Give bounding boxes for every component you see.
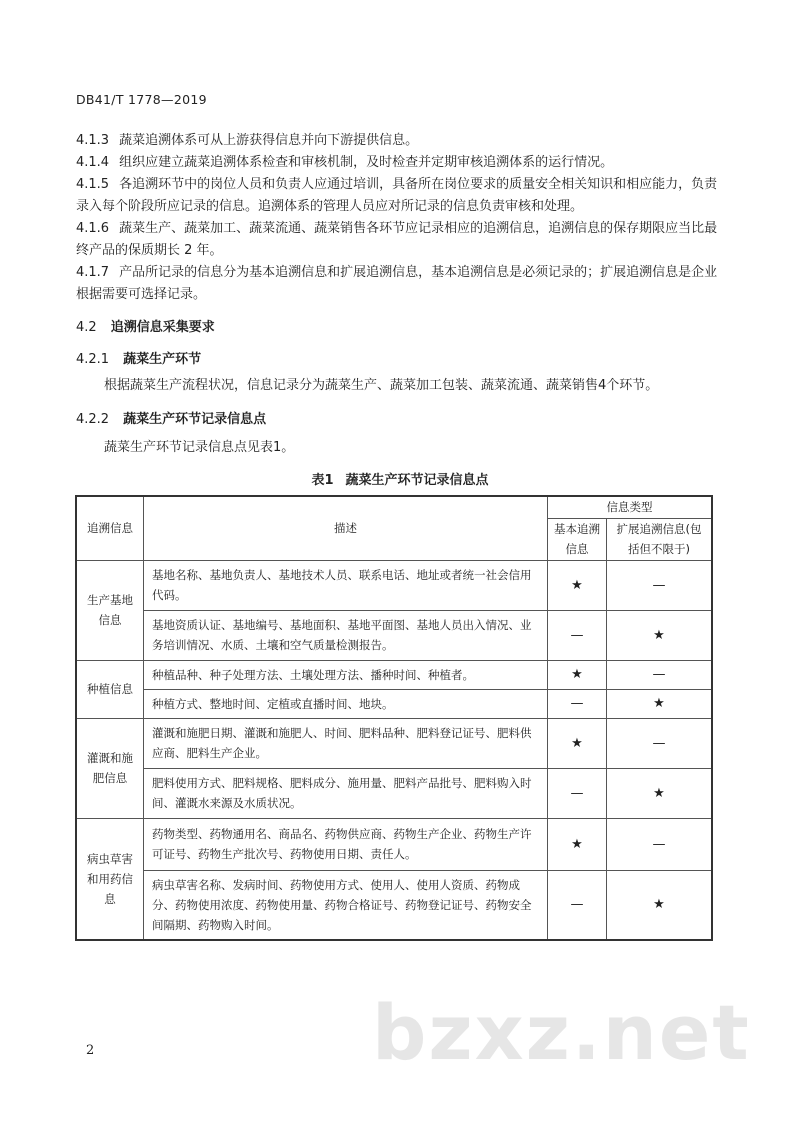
header-description: 描述 <box>144 496 548 560</box>
extended-mark: — <box>607 660 713 689</box>
paragraph-4-1-7 <box>76 262 726 306</box>
document-code: DB41/T 1778—2019 <box>76 92 207 107</box>
clause-text: 组织应建立蔬菜追溯体系检查和审核机制，及时检查并定期审核追溯体系的运行情况。 <box>119 155 614 170</box>
basic-mark: — <box>548 610 607 660</box>
description-cell: 基地名称、基地负责人、基地技术人员、联系电话、地址或者统一社会信用代码。 <box>144 560 548 610</box>
header-extended-trace: 扩展追溯信息(包括但不限于) <box>607 518 713 560</box>
clause-text: 蔬菜生产、蔬菜加工、蔬菜流通、蔬菜销售各环节应记录相应的追溯信息，追溯信息的保存期限应当比最终产品的保质期长 2 年。 <box>76 221 718 258</box>
table-row <box>76 718 712 768</box>
extended-mark: ★ <box>607 870 713 940</box>
description-cell: 肥料使用方式、肥料规格、肥料成分、施用量、肥料产品批号、肥料购入时间、灌溉水来源及水质状况。 <box>144 768 548 818</box>
table-row <box>76 560 712 610</box>
extended-mark: — <box>607 718 713 768</box>
page-number: 2 <box>86 1043 95 1058</box>
extended-mark: ★ <box>607 689 713 718</box>
table-row <box>76 689 712 718</box>
table-row <box>76 870 712 940</box>
paragraph-4-1-6 <box>76 218 726 262</box>
table-row <box>76 768 712 818</box>
section-heading-4-2 <box>76 316 215 335</box>
header-basic-trace: 基本追溯信息 <box>548 518 607 560</box>
section-title: 蔬菜生产环节 <box>123 352 202 367</box>
description-cell: 基地资质认证、基地编号、基地面积、基地平面图、基地人员出入情况、业务培训情况、水质、土壤和空气质量检测报告。 <box>144 610 548 660</box>
clause-text: 产品所记录的信息分为基本追溯信息和扩展追溯信息，基本追溯信息是必须记录的；扩展追溯信息是企业根据需要可选择记录。 <box>76 265 718 302</box>
description-cell: 病虫草害名称、发病时间、药物使用方式、使用人、使用人资质、药物成分、药物使用浓度、药物使用量、药物合格证号、药物登记证号、药物安全间隔期、药物购入时间。 <box>144 870 548 940</box>
clause-number: 4.1.4 <box>76 155 110 170</box>
table-row <box>76 818 712 870</box>
category-cell: 生产基地信息 <box>76 560 144 660</box>
header-trace-info: 追溯信息 <box>76 496 144 560</box>
basic-mark: ★ <box>548 718 607 768</box>
clause-number: 4.1.6 <box>76 221 110 236</box>
record-info-table <box>75 495 713 941</box>
clause-number: 4.1.3 <box>76 133 110 148</box>
section-title: 追溯信息采集要求 <box>110 320 215 335</box>
section-4-2-1-text: 根据蔬菜生产流程状况，信息记录分为蔬菜生产、蔬菜加工包装、蔬菜流通、蔬菜销售4个环节。 <box>104 378 659 393</box>
extended-mark: ★ <box>607 610 713 660</box>
header-info-type: 信息类型 <box>548 496 713 518</box>
category-cell: 病虫草害和用药信息 <box>76 818 144 940</box>
clause-number: 4.1.5 <box>76 177 110 192</box>
category-cell: 种植信息 <box>76 660 144 718</box>
basic-mark: ★ <box>548 560 607 610</box>
section-number: 4.2.1 <box>76 352 110 367</box>
basic-mark: — <box>548 870 607 940</box>
table-header-row <box>76 496 712 518</box>
paragraph-4-1-5 <box>76 174 726 218</box>
section-title: 蔬菜生产环节记录信息点 <box>123 412 267 427</box>
basic-mark: — <box>548 768 607 818</box>
extended-mark: — <box>607 818 713 870</box>
paragraph-4-1-3 <box>76 130 726 152</box>
basic-mark: ★ <box>548 660 607 689</box>
section-4-2-2-text: 蔬菜生产环节记录信息点见表1。 <box>104 440 295 455</box>
section-number: 4.2 <box>76 320 97 335</box>
watermark: bzxz.net <box>372 988 751 1077</box>
section-heading-4-2-2 <box>76 408 266 427</box>
category-cell: 灌溉和施肥信息 <box>76 718 144 818</box>
table-row <box>76 660 712 689</box>
paragraph-4-1-4 <box>76 152 726 174</box>
table-caption <box>0 469 800 488</box>
description-cell: 药物类型、药物通用名、商品名、药物供应商、药物生产企业、药物生产许可证号、药物生产批次号、药物使用日期、责任人。 <box>144 818 548 870</box>
description-cell: 种植方式、整地时间、定植或直播时间、地块。 <box>144 689 548 718</box>
table-row <box>76 610 712 660</box>
clause-text: 蔬菜追溯体系可从上游获得信息并向下游提供信息。 <box>119 133 419 148</box>
clause-text: 各追溯环节中的岗位人员和负责人应通过培训，具备所在岗位要求的质量安全相关知识和相应能力，负责录入每个阶段所应记录的信息。追溯体系的管理人员应对所记录的信息负责审核和处理。 <box>76 177 718 214</box>
section-number: 4.2.2 <box>76 412 110 427</box>
description-cell: 灌溉和施肥日期、灌溉和施肥人、时间、肥料品种、肥料登记证号、肥料供应商、肥料生产企业。 <box>144 718 548 768</box>
clause-number: 4.1.7 <box>76 265 110 280</box>
section-heading-4-2-1 <box>76 348 201 367</box>
basic-mark: — <box>548 689 607 718</box>
table-caption-title: 蔬菜生产环节记录信息点 <box>345 473 489 488</box>
extended-mark: — <box>607 560 713 610</box>
basic-mark: ★ <box>548 818 607 870</box>
description-cell: 种植品种、种子处理方法、土壤处理方法、播种时间、种植者。 <box>144 660 548 689</box>
extended-mark: ★ <box>607 768 713 818</box>
table-number: 表1 <box>311 473 334 488</box>
